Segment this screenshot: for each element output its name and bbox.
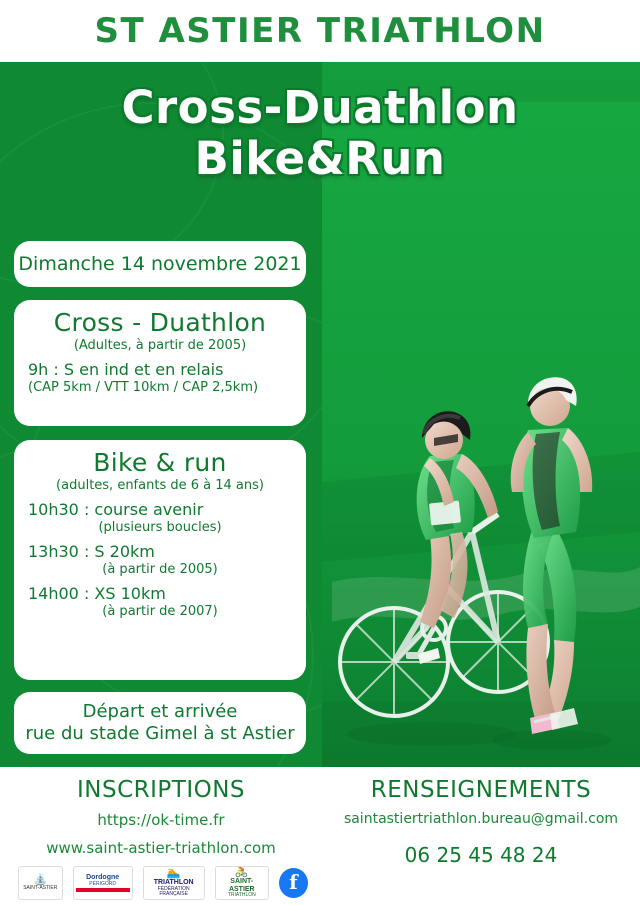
poster-body: [0, 62, 640, 767]
inscriptions-heading: INSCRIPTIONS: [76, 777, 246, 803]
facebook-logo[interactable]: [279, 868, 308, 898]
renseignements-heading: RENSEIGNEMENTS: [370, 777, 592, 803]
title-band: [0, 0, 640, 62]
club-website-link[interactable]: www.saint-astier-triathlon.com: [46, 839, 276, 857]
logo-title: Dordogne: [86, 873, 120, 881]
bike-and-run-event-time: 14h00 : XS 10km: [28, 584, 166, 603]
logo-title: SAINT-ASTIER: [228, 878, 255, 893]
saint-astier-town-logo: [18, 866, 63, 900]
contact-phone: 06 25 45 48 24: [404, 843, 558, 867]
facebook-f-icon: f: [289, 870, 298, 894]
headline-line-1: Cross-Duathlon: [121, 81, 519, 134]
bike-and-run-event-note: (à partir de 2007): [102, 604, 218, 619]
saint-astier-triathlon-club-logo: [215, 866, 269, 900]
departure-line-1: Départ et arrivée: [82, 700, 238, 722]
date-box: [14, 241, 306, 287]
fountain-icon: ⛲: [33, 873, 48, 886]
dordogne-perigord-logo: [73, 866, 133, 900]
french-triathlon-federation-logo: [143, 866, 205, 900]
page-title: ST ASTIER TRIATHLON: [94, 11, 546, 51]
cyclist-icon: 🚴: [234, 866, 249, 879]
cross-duathlon-title: Cross - Duathlon: [53, 308, 267, 337]
footer-information: [322, 767, 640, 905]
cross-duathlon-detail: (CAP 5km / VTT 10km / CAP 2,5km): [28, 380, 259, 395]
logo-label: SAINT-ASTIER: [23, 884, 58, 891]
sponsor-logos: [18, 863, 308, 903]
cross-duathlon-time: 9h : S en ind et en relais: [28, 360, 224, 379]
bike-and-run-event-note: (à partir de 2005): [102, 562, 218, 577]
event-date: Dimanche 14 novembre 2021: [18, 253, 302, 275]
logo-label: TRIATHLON: [227, 892, 256, 899]
bike-and-run-title: Bike & run: [93, 448, 227, 477]
bike-and-run-event-time: 10h30 : course avenir: [28, 500, 204, 519]
red-accent-bar: [76, 888, 130, 892]
cross-duathlon-box: [14, 300, 306, 426]
registration-link[interactable]: https://ok-time.fr: [97, 811, 225, 829]
logo-label: PÉRIGORD: [89, 880, 116, 887]
departure-line-2: rue du stade Gimel à st Astier: [25, 723, 295, 744]
bike-and-run-event-note: (plusieurs boucles): [98, 520, 222, 535]
cross-duathlon-subtitle: (Adultes, à partir de 2005): [73, 338, 247, 353]
footer-registrations: [0, 767, 322, 905]
footer: [0, 767, 640, 905]
headline: [0, 81, 640, 186]
logo-title: TRIATHLON: [153, 879, 194, 887]
bike-and-run-subtitle: (adultes, enfants de 6 à 14 ans): [56, 478, 264, 493]
bike-and-run-event-time: 13h30 : S 20km: [28, 542, 155, 561]
bike-and-run-box: [14, 440, 306, 680]
contact-email[interactable]: saintastiertriathlon.bureau@gmail.com: [343, 811, 619, 827]
departure-box: [14, 692, 306, 754]
logo-label: FÉDÉRATION FRANÇAISE: [157, 885, 190, 898]
headline-line-2: Bike&Run: [194, 132, 446, 186]
swimmer-icon: 🏊: [166, 867, 181, 880]
